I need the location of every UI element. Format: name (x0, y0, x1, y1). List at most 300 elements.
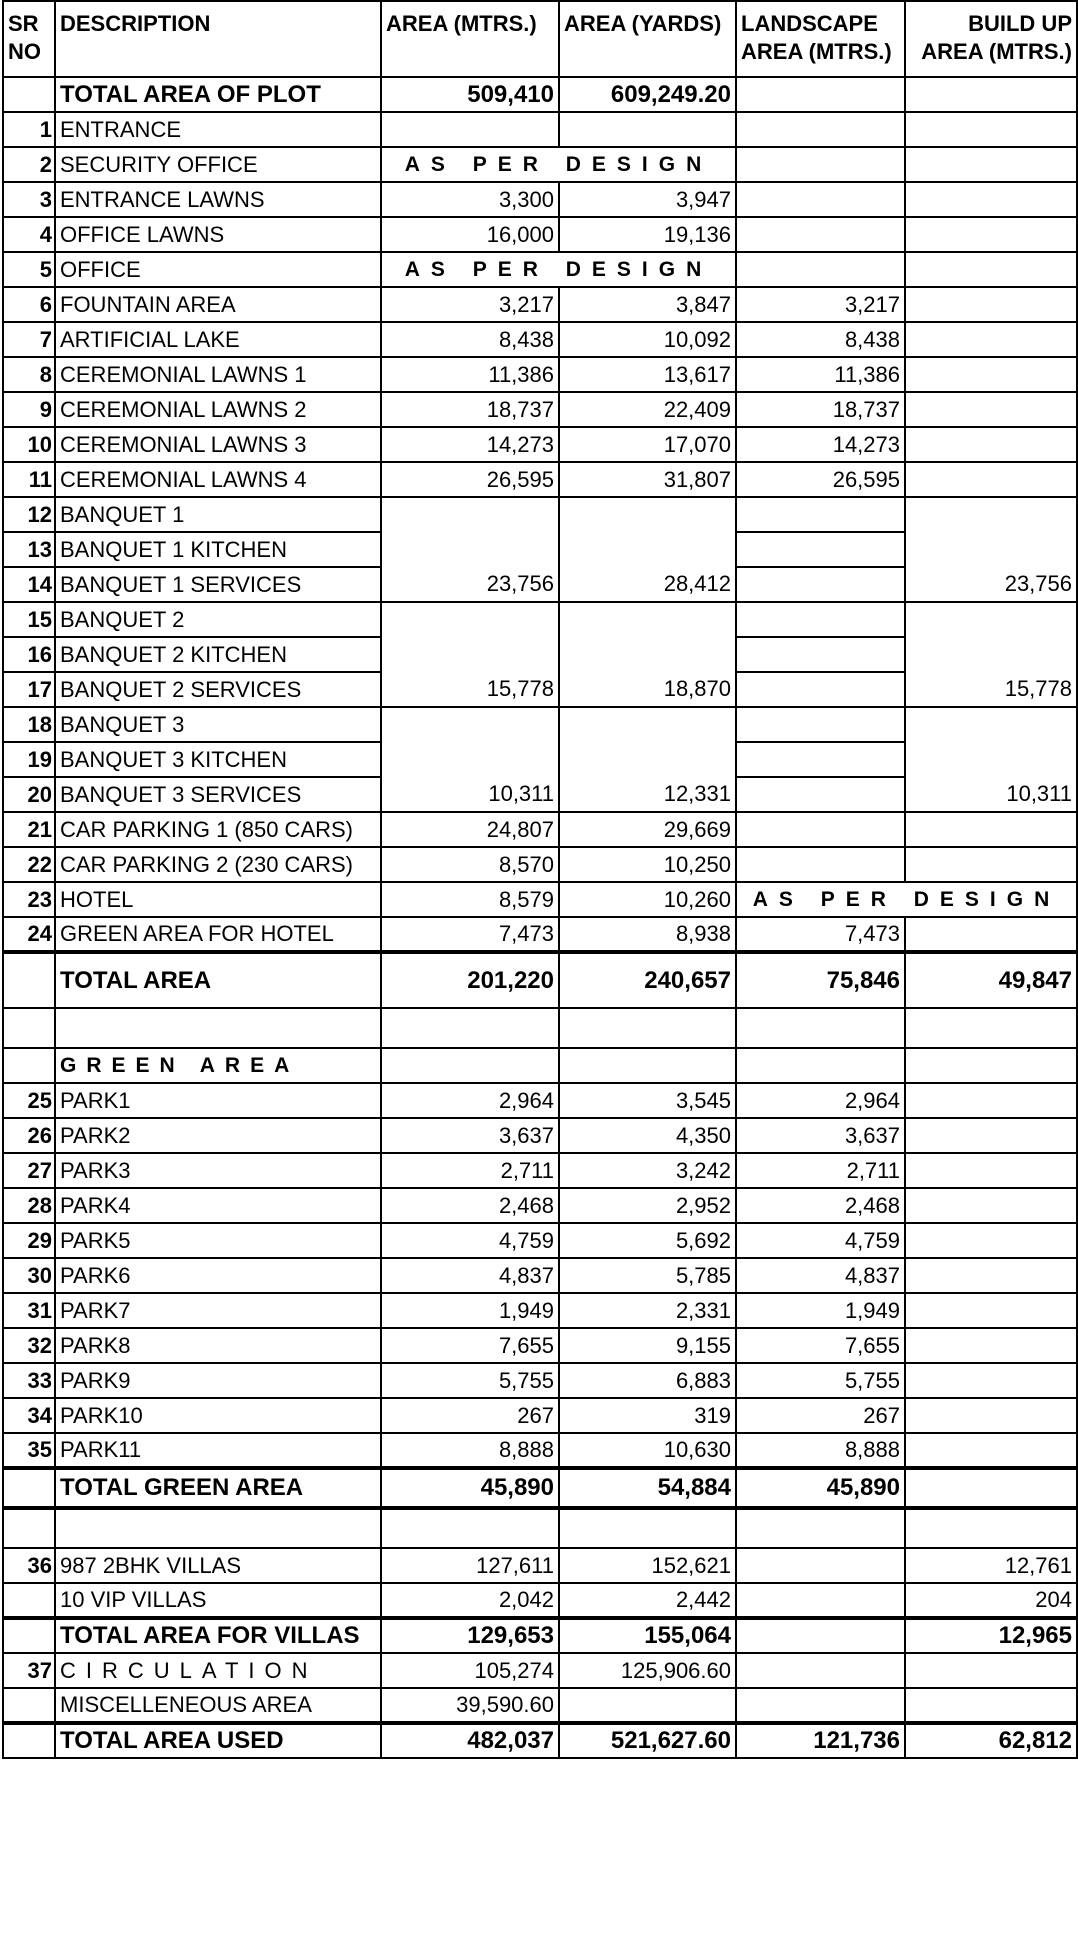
cell-landscape (736, 847, 905, 882)
cell-landscape: 2,468 (736, 1188, 905, 1223)
cell-build-up: 10,311 (905, 707, 1077, 812)
cell-area-mtrs: 8,888 (381, 1433, 559, 1468)
cell-landscape (736, 567, 905, 602)
cell-landscape: 2,964 (736, 1083, 905, 1118)
cell-area-yards: 17,070 (559, 427, 736, 462)
cell-sr (3, 1583, 55, 1618)
total-plot-row (3, 77, 1077, 112)
cell-area-mtrs: 509,410 (381, 77, 559, 112)
cell-area-yards: 10,260 (559, 882, 736, 917)
cell-area-yards: 5,785 (559, 1258, 736, 1293)
cell-build-up (905, 1363, 1077, 1398)
green-area-heading-row (3, 1048, 1077, 1083)
cell-sr: 10 (3, 427, 55, 462)
cell-empty (905, 1048, 1077, 1083)
cell-area-yards: 10,250 (559, 847, 736, 882)
cell-empty (381, 1008, 559, 1048)
table-row (3, 1223, 1077, 1258)
cell-landscape (736, 252, 905, 287)
cell-build-up (905, 357, 1077, 392)
cell-area-mtrs: 2,964 (381, 1083, 559, 1118)
cell-sr: 36 (3, 1548, 55, 1583)
total-villas-row (3, 1618, 1077, 1653)
cell-empty (3, 1508, 55, 1548)
cell-sr: 18 (3, 707, 55, 742)
cell-sr (3, 1468, 55, 1508)
cell-desc: BANQUET 2 SERVICES (55, 672, 381, 707)
cell-area-mtrs: 18,737 (381, 392, 559, 427)
cell-desc: BANQUET 2 KITCHEN (55, 637, 381, 672)
cell-sr: 12 (3, 497, 55, 532)
cell-empty (559, 1008, 736, 1048)
table-row (3, 287, 1077, 322)
cell-landscape (736, 1618, 905, 1653)
cell-sr: 24 (3, 917, 55, 952)
table-row (3, 252, 1077, 287)
cell-area-yards: 6,883 (559, 1363, 736, 1398)
cell-landscape (736, 1653, 905, 1688)
cell-area-yards: 18,870 (559, 602, 736, 707)
cell-landscape: 11,386 (736, 357, 905, 392)
header-landscape: LANDSCAPE AREA (MTRS.) (736, 1, 905, 77)
cell-sr: 15 (3, 602, 55, 637)
cell-sr: 20 (3, 777, 55, 812)
cell-build-up (905, 1398, 1077, 1433)
table-row (3, 1258, 1077, 1293)
cell-desc: BANQUET 3 KITCHEN (55, 742, 381, 777)
cell-desc: PARK6 (55, 1258, 381, 1293)
cell-area-yards: 10,092 (559, 322, 736, 357)
cell-area-yards: 12,331 (559, 707, 736, 812)
cell-build-up (905, 812, 1077, 847)
cell-empty (3, 1008, 55, 1048)
cell-sr: 28 (3, 1188, 55, 1223)
cell-desc: ARTIFICIAL LAKE (55, 322, 381, 357)
cell-desc: CEREMONIAL LAWNS 4 (55, 462, 381, 497)
cell-build-up (905, 112, 1077, 147)
cell-sr: 14 (3, 567, 55, 602)
cell-sr (3, 77, 55, 112)
cell-desc: TOTAL AREA USED (55, 1723, 381, 1758)
cell-area-mtrs: 1,949 (381, 1293, 559, 1328)
cell-area-mtrs: 10,311 (381, 707, 559, 812)
table-row (3, 1328, 1077, 1363)
cell-area-mtrs: 2,468 (381, 1188, 559, 1223)
cell-sr: 31 (3, 1293, 55, 1328)
cell-landscape (736, 742, 905, 777)
table-row (3, 1433, 1077, 1468)
cell-area-mtrs: 4,759 (381, 1223, 559, 1258)
cell-build-up (905, 1118, 1077, 1153)
cell-landscape (736, 707, 905, 742)
cell-landscape (736, 147, 905, 182)
cell-desc: BANQUET 2 (55, 602, 381, 637)
cell-desc: BANQUET 3 SERVICES (55, 777, 381, 812)
cell-area-yards: 2,331 (559, 1293, 736, 1328)
cell-sr: 35 (3, 1433, 55, 1468)
cell-sr: 3 (3, 182, 55, 217)
cell-desc: BANQUET 1 KITCHEN (55, 532, 381, 567)
cell-desc: GREEN AREA FOR HOTEL (55, 917, 381, 952)
table-row (3, 1118, 1077, 1153)
cell-build-up (905, 182, 1077, 217)
table-row (3, 357, 1077, 392)
cell-build-up (905, 322, 1077, 357)
cell-area-yards (559, 112, 736, 147)
cell-build-up (905, 392, 1077, 427)
blank-row (3, 1008, 1077, 1048)
cell-landscape (736, 77, 905, 112)
table-row (3, 462, 1077, 497)
cell-empty (559, 1048, 736, 1083)
cell-landscape: 3,217 (736, 287, 905, 322)
cell-sr: 2 (3, 147, 55, 182)
cell-area-mtrs: 267 (381, 1398, 559, 1433)
cell-desc: CEREMONIAL LAWNS 2 (55, 392, 381, 427)
cell-build-up (905, 1083, 1077, 1118)
cell-desc: FOUNTAIN AREA (55, 287, 381, 322)
cell-area-mtrs: 105,274 (381, 1653, 559, 1688)
cell-area-mtrs: 26,595 (381, 462, 559, 497)
cell-sr: 21 (3, 812, 55, 847)
cell-sr (3, 1048, 55, 1083)
cell-landscape: 7,655 (736, 1328, 905, 1363)
cell-desc: ENTRANCE (55, 112, 381, 147)
cell-build-up (905, 1188, 1077, 1223)
cell-build-up (905, 1223, 1077, 1258)
cell-area-mtrs: 7,473 (381, 917, 559, 952)
cell-desc: BANQUET 3 (55, 707, 381, 742)
cell-area-mtrs: 3,300 (381, 182, 559, 217)
cell-sr: 5 (3, 252, 55, 287)
cell-landscape: 4,759 (736, 1223, 905, 1258)
cell-empty (55, 1508, 381, 1548)
cell-build-up (905, 1293, 1077, 1328)
cell-desc: ENTRANCE LAWNS (55, 182, 381, 217)
table-row (3, 1548, 1077, 1583)
cell-area-mtrs: 3,637 (381, 1118, 559, 1153)
cell-desc: PARK3 (55, 1153, 381, 1188)
table-row (3, 322, 1077, 357)
cell-sr (3, 1723, 55, 1758)
cell-area-yards (559, 1688, 736, 1723)
table-row (3, 1293, 1077, 1328)
cell-desc: CEREMONIAL LAWNS 3 (55, 427, 381, 462)
cell-area-yards: 5,692 (559, 1223, 736, 1258)
cell-landscape: 8,888 (736, 1433, 905, 1468)
cell-area-yards: 28,412 (559, 497, 736, 602)
cell-landscape (736, 497, 905, 532)
cell-build-up (905, 147, 1077, 182)
cell-landscape: 18,737 (736, 392, 905, 427)
cell-sr: 9 (3, 392, 55, 427)
cell-build-up (905, 917, 1077, 952)
cell-landscape: 8,438 (736, 322, 905, 357)
cell-landscape (736, 602, 905, 637)
cell-landscape (736, 182, 905, 217)
cell-sr: 22 (3, 847, 55, 882)
cell-landscape (736, 812, 905, 847)
header-description: DESCRIPTION (55, 1, 381, 77)
cell-area-yards: 2,442 (559, 1583, 736, 1618)
table-row (3, 1188, 1077, 1223)
cell-landscape (736, 112, 905, 147)
cell-sr: 25 (3, 1083, 55, 1118)
cell-area-yards: 10,630 (559, 1433, 736, 1468)
cell-area-yards: 4,350 (559, 1118, 736, 1153)
cell-desc: BANQUET 1 (55, 497, 381, 532)
cell-landscape: 2,711 (736, 1153, 905, 1188)
cell-area-yards: 609,249.20 (559, 77, 736, 112)
cell-area-yards: 152,621 (559, 1548, 736, 1583)
cell-desc: CEREMONIAL LAWNS 1 (55, 357, 381, 392)
blank-row (3, 1508, 1077, 1548)
cell-build-up: 23,756 (905, 497, 1077, 602)
cell-build-up: 62,812 (905, 1723, 1077, 1758)
total-area-used-row (3, 1723, 1077, 1758)
cell-area-yards: 8,938 (559, 917, 736, 952)
cell-build-up (905, 1653, 1077, 1688)
table-row (3, 217, 1077, 252)
cell-desc: MISCELLENEOUS AREA (55, 1688, 381, 1723)
table-row (3, 1398, 1077, 1433)
cell-sr: 17 (3, 672, 55, 707)
cell-sr: 6 (3, 287, 55, 322)
cell-build-up: 15,778 (905, 602, 1077, 707)
cell-area-mtrs: 5,755 (381, 1363, 559, 1398)
cell-sr: 34 (3, 1398, 55, 1433)
cell-empty (381, 1508, 559, 1548)
table-row (3, 497, 1077, 532)
cell-landscape: 14,273 (736, 427, 905, 462)
cell-area-mtrs: 14,273 (381, 427, 559, 462)
cell-sr: 11 (3, 462, 55, 497)
total-green-area-row (3, 1468, 1077, 1508)
cell-desc: PARK2 (55, 1118, 381, 1153)
cell-landscape: 267 (736, 1398, 905, 1433)
cell-landscape (736, 1583, 905, 1618)
cell-sr: 8 (3, 357, 55, 392)
cell-area-mtrs: 3,217 (381, 287, 559, 322)
cell-build-up: 49,847 (905, 952, 1077, 1008)
cell-area-yards: 22,409 (559, 392, 736, 427)
cell-area-yards: 125,906.60 (559, 1653, 736, 1688)
cell-landscape: 5,755 (736, 1363, 905, 1398)
cell-build-up (905, 77, 1077, 112)
cell-area-mtrs: 201,220 (381, 952, 559, 1008)
cell-sr (3, 952, 55, 1008)
cell-landscape (736, 637, 905, 672)
cell-desc: PARK10 (55, 1398, 381, 1433)
table-row (3, 1083, 1077, 1118)
cell-build-up (905, 1688, 1077, 1723)
cell-sr: 1 (3, 112, 55, 147)
table-row (3, 917, 1077, 952)
cell-landscape (736, 217, 905, 252)
cell-desc: OFFICE LAWNS (55, 217, 381, 252)
cell-landscape (736, 1688, 905, 1723)
cell-build-up (905, 462, 1077, 497)
total-area-row (3, 952, 1077, 1008)
cell-landscape: 75,846 (736, 952, 905, 1008)
cell-desc: 10 VIP VILLAS (55, 1583, 381, 1618)
cell-area-yards: 319 (559, 1398, 736, 1433)
cell-area-mtrs: 11,386 (381, 357, 559, 392)
header-row (3, 1, 1077, 77)
area-statement-table (2, 0, 1078, 1759)
cell-sr: 19 (3, 742, 55, 777)
cell-build-up (905, 252, 1077, 287)
cell-area-yards: 9,155 (559, 1328, 736, 1363)
cell-desc: BANQUET 1 SERVICES (55, 567, 381, 602)
cell-desc: TOTAL AREA (55, 952, 381, 1008)
table-row (3, 112, 1077, 147)
cell-landscape: 1,949 (736, 1293, 905, 1328)
cell-build-up: 12,965 (905, 1618, 1077, 1653)
cell-area-yards: 3,847 (559, 287, 736, 322)
cell-area-yards: 54,884 (559, 1468, 736, 1508)
cell-area-yards: 19,136 (559, 217, 736, 252)
cell-area-yards: 31,807 (559, 462, 736, 497)
cell-area-yards: 240,657 (559, 952, 736, 1008)
cell-desc: 987 2BHK VILLAS (55, 1548, 381, 1583)
cell-empty (559, 1508, 736, 1548)
cell-desc: PARK1 (55, 1083, 381, 1118)
table-row (3, 427, 1077, 462)
cell-desc: PARK4 (55, 1188, 381, 1223)
cell-sr: 23 (3, 882, 55, 917)
cell-area-mtrs: 482,037 (381, 1723, 559, 1758)
cell-area-mtrs: 2,711 (381, 1153, 559, 1188)
cell-sr (3, 1688, 55, 1723)
cell-desc: TOTAL AREA FOR VILLAS (55, 1618, 381, 1653)
cell-area-mtrs: 8,438 (381, 322, 559, 357)
cell-sr: 16 (3, 637, 55, 672)
cell-landscape: 7,473 (736, 917, 905, 952)
table-row (3, 1583, 1077, 1618)
cell-empty (905, 1008, 1077, 1048)
cell-area-mtrs: 4,837 (381, 1258, 559, 1293)
cell-area-mtrs: 23,756 (381, 497, 559, 602)
cell-desc: CAR PARKING 2 (230 CARS) (55, 847, 381, 882)
cell-desc: TOTAL GREEN AREA (55, 1468, 381, 1508)
cell-build-up (905, 287, 1077, 322)
cell-sr: 26 (3, 1118, 55, 1153)
as-per-design-text: AS PER DESIGN (736, 882, 1077, 917)
cell-build-up: 204 (905, 1583, 1077, 1618)
cell-desc: PARK8 (55, 1328, 381, 1363)
cell-desc: CAR PARKING 1 (850 CARS) (55, 812, 381, 847)
cell-desc: OFFICE (55, 252, 381, 287)
cell-landscape: 4,837 (736, 1258, 905, 1293)
cell-desc: SECURITY OFFICE (55, 147, 381, 182)
cell-empty (736, 1508, 905, 1548)
cell-area-mtrs: 129,653 (381, 1618, 559, 1653)
cell-area-yards: 3,947 (559, 182, 736, 217)
circulation-row (3, 1653, 1077, 1688)
cell-area-mtrs: 39,590.60 (381, 1688, 559, 1723)
cell-landscape (736, 1548, 905, 1583)
cell-area-mtrs (381, 112, 559, 147)
cell-area-mtrs: 8,570 (381, 847, 559, 882)
cell-area-yards: 3,242 (559, 1153, 736, 1188)
cell-landscape: 45,890 (736, 1468, 905, 1508)
cell-build-up (905, 427, 1077, 462)
cell-sr: 37 (3, 1653, 55, 1688)
table-row (3, 182, 1077, 217)
cell-landscape: 26,595 (736, 462, 905, 497)
cell-build-up (905, 1328, 1077, 1363)
cell-desc: PARK7 (55, 1293, 381, 1328)
cell-area-yards: 29,669 (559, 812, 736, 847)
table-row (3, 1153, 1077, 1188)
cell-sr: 4 (3, 217, 55, 252)
cell-landscape: 121,736 (736, 1723, 905, 1758)
table-row (3, 1363, 1077, 1398)
table-row (3, 707, 1077, 742)
cell-area-yards: 3,545 (559, 1083, 736, 1118)
cell-desc: CIRCULATION (55, 1653, 381, 1688)
header-sr: SR NO (3, 1, 55, 77)
cell-area-yards: 13,617 (559, 357, 736, 392)
cell-build-up (905, 217, 1077, 252)
cell-landscape: 3,637 (736, 1118, 905, 1153)
table-row (3, 392, 1077, 427)
cell-empty (55, 1008, 381, 1048)
header-build-up: BUILD UP AREA (MTRS.) (905, 1, 1077, 77)
cell-sr (3, 1618, 55, 1653)
as-per-design-text: AS PER DESIGN (381, 147, 736, 182)
table-row (3, 882, 1077, 917)
header-area-mtrs: AREA (MTRS.) (381, 1, 559, 77)
cell-area-mtrs: 7,655 (381, 1328, 559, 1363)
cell-desc: PARK9 (55, 1363, 381, 1398)
cell-empty (381, 1048, 559, 1083)
green-area-heading: GREEN AREA (55, 1048, 381, 1083)
cell-landscape (736, 777, 905, 812)
cell-desc: PARK11 (55, 1433, 381, 1468)
table-row (3, 147, 1077, 182)
table-row (3, 812, 1077, 847)
cell-build-up (905, 1258, 1077, 1293)
cell-build-up (905, 1153, 1077, 1188)
cell-sr: 29 (3, 1223, 55, 1258)
cell-build-up (905, 847, 1077, 882)
cell-sr: 13 (3, 532, 55, 567)
cell-area-mtrs: 2,042 (381, 1583, 559, 1618)
as-per-design-text: AS PER DESIGN (381, 252, 736, 287)
cell-sr: 33 (3, 1363, 55, 1398)
cell-area-yards: 155,064 (559, 1618, 736, 1653)
cell-landscape (736, 532, 905, 567)
cell-empty (905, 1508, 1077, 1548)
table-row (3, 847, 1077, 882)
cell-area-yards: 521,627.60 (559, 1723, 736, 1758)
cell-build-up (905, 1468, 1077, 1508)
cell-desc: TOTAL AREA OF PLOT (55, 77, 381, 112)
cell-sr: 30 (3, 1258, 55, 1293)
cell-build-up: 12,761 (905, 1548, 1077, 1583)
cell-sr: 7 (3, 322, 55, 357)
cell-empty (736, 1048, 905, 1083)
cell-area-yards: 2,952 (559, 1188, 736, 1223)
cell-landscape (736, 672, 905, 707)
table-row (3, 602, 1077, 637)
cell-empty (736, 1008, 905, 1048)
cell-area-mtrs: 15,778 (381, 602, 559, 707)
cell-area-mtrs: 127,611 (381, 1548, 559, 1583)
miscellaneous-row (3, 1688, 1077, 1723)
